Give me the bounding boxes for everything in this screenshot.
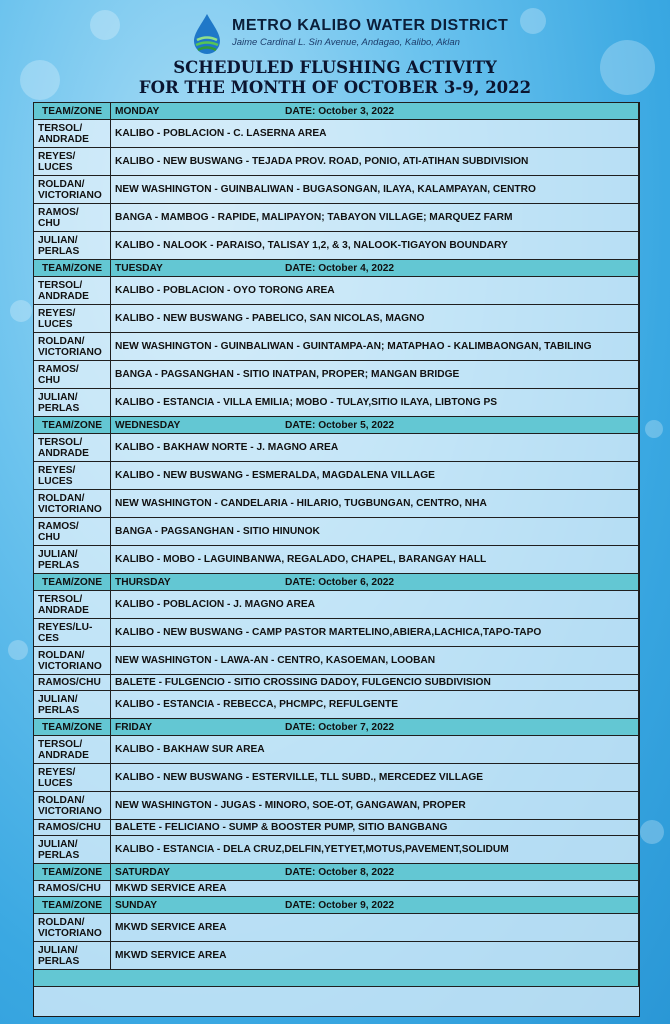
table-row [34,764,639,792]
area-cell: NEW WASHINGTON - CANDELARIA - HILARIO, TUGBUNGAN, CENTRO, NHA [111,490,639,518]
team-cell [34,120,111,148]
area-cell: KALIBO - MOBO - LAGUINBANWA, REGALADO, CHAPEL, BARANGAY HALL [111,546,639,574]
day-date: DATE: October 3, 2022 [285,105,395,117]
team-zone-header: TEAM/ZONE [34,864,111,881]
area-cell: KALIBO - NEW BUSWANG - PABELICO, SAN NICOLAS, MAGNO [111,305,639,333]
water-drop-logo-icon [192,13,222,55]
team-name-line: REYES/ [38,766,76,778]
team-name-line: JULIAN/ [38,838,78,850]
area-cell: KALIBO - ESTANCIA - VILLA EMILIA; MOBO - TULAY,SITIO ILAYA, LIBTONG PS [111,389,639,417]
team-zone-header: TEAM/ZONE [34,897,111,914]
team-name-line: CES [38,632,59,644]
team-name-line: LUCES [38,318,73,330]
table-row [34,881,639,897]
empty-footer-row [34,970,639,987]
area-cell: KALIBO - ESTANCIA - DELA CRUZ,DELFIN,YETYET,MOTUS,PAVEMENT,SOLIDUM [111,836,639,864]
team-name-line: ROLDAN/ [38,178,85,190]
flushing-schedule-table [33,102,639,987]
team-name-line: LUCES [38,475,73,487]
team-zone-header: TEAM/ZONE [34,574,111,591]
team-name-line: ANDRADE [38,133,89,145]
team-name-line: PERLAS [38,245,80,257]
document-subtitle: FOR THE MONTH OF OCTOBER 3-9, 2022 [138,78,532,97]
team-name-line: PERLAS [38,849,80,861]
team-name-line: PERLAS [38,402,80,414]
team-name-line: VICTORIANO [38,805,102,817]
team-cell [34,462,111,490]
team-cell [34,942,111,970]
team-cell [34,518,111,546]
day-date: DATE: October 9, 2022 [285,899,395,911]
table-row [34,942,639,970]
team-cell [34,691,111,719]
team-name-line: REYES/ [38,307,76,319]
team-zone-header: TEAM/ZONE [34,260,111,277]
table-row [34,232,639,260]
day-name: MONDAY [115,105,160,117]
organization-address: Jaime Cardinal L. Sin Avenue, Andagao, Kalibo, Aklan [232,37,460,48]
day-header-row [34,574,639,591]
team-name-line: TERSOL/ [38,738,83,750]
area-cell: NEW WASHINGTON - GUINBALIWAN - BUGASONGAN, ILAYA, KALAMPAYAN, CENTRO [111,176,639,204]
team-name-line: PERLAS [38,955,80,967]
table-row [34,518,639,546]
team-cell [34,333,111,361]
day-header-row [34,417,639,434]
team-name-line: VICTORIANO [38,346,102,358]
area-cell: NEW WASHINGTON - JUGAS - MINORO, SOE-OT, GANGAWAN, PROPER [111,792,639,820]
area-cell: BANGA - PAGSANGHAN - SITIO INATPAN, PROPER; MANGAN BRIDGE [111,361,639,389]
table-row [34,305,639,333]
team-name-line: ROLDAN/ [38,492,85,504]
table-row [34,736,639,764]
team-zone-header: TEAM/ZONE [34,103,111,120]
team-name-line: CHU [38,217,61,229]
team-name-line: ANDRADE [38,604,89,616]
team-name-line: REYES/ [38,150,76,162]
day-header-cell [111,260,639,277]
team-cell [34,647,111,675]
team-name-line: LUCES [38,777,73,789]
area-cell: BALETE - FELICIANO - SUMP & BOOSTER PUMP, SITIO BANGBANG [111,820,639,836]
team-name-line: JULIAN/ [38,693,78,705]
team-name-line: ROLDAN/ [38,794,85,806]
team-name-line: ROLDAN/ [38,916,85,928]
table-row [34,333,639,361]
team-name-line: VICTORIANO [38,660,102,672]
day-header-cell [111,574,639,591]
team-name-line: JULIAN/ [38,944,78,956]
area-cell: KALIBO - ESTANCIA - REBECCA, PHCMPC, REFULGENTE [111,691,639,719]
table-row [34,361,639,389]
area-cell: NEW WASHINGTON - GUINBALIWAN - GUINTAMPA-AN; MATAPHAO - KALIMBAONGAN, TABILING [111,333,639,361]
team-cell [34,675,111,691]
table-row [34,277,639,305]
team-cell [34,591,111,619]
team-cell [34,619,111,647]
team-cell [34,148,111,176]
day-name: WEDNESDAY [115,419,181,431]
team-cell [34,361,111,389]
team-name-line: JULIAN/ [38,548,78,560]
table-row [34,836,639,864]
team-name-line: JULIAN/ [38,391,78,403]
team-cell [34,490,111,518]
area-cell: KALIBO - NALOOK - PARAISO, TALISAY 1,2, & 3, NALOOK-TIGAYON BOUNDARY [111,232,639,260]
team-name-line: ANDRADE [38,749,89,761]
team-cell [34,546,111,574]
area-cell: KALIBO - POBLACION - OYO TORONG AREA [111,277,639,305]
table-row [34,647,639,675]
team-cell [34,277,111,305]
day-header-cell [111,864,639,881]
area-cell: NEW WASHINGTON - LAWA-AN - CENTRO, KASOEMAN, LOOBAN [111,647,639,675]
table-row [34,204,639,232]
team-name-line: ROLDAN/ [38,335,85,347]
table-row [34,434,639,462]
day-date: DATE: October 8, 2022 [285,866,395,878]
team-cell [34,204,111,232]
day-name: SUNDAY [115,899,158,911]
day-date: DATE: October 7, 2022 [285,721,395,733]
area-cell: KALIBO - POBLACION - J. MAGNO AREA [111,591,639,619]
table-row [34,389,639,417]
team-name-line: VICTORIANO [38,503,102,515]
team-name-line: TERSOL/ [38,279,83,291]
team-name-line: VICTORIANO [38,927,102,939]
day-header-row [34,103,639,120]
team-name-line: REYES/ [38,464,76,476]
team-name-line: ANDRADE [38,447,89,459]
team-name-line: TERSOL/ [38,436,83,448]
table-row [34,792,639,820]
day-header-row [34,864,639,881]
team-name-line: RAMOS/CHU [38,677,101,688]
team-cell [34,792,111,820]
team-name-line: LUCES [38,161,73,173]
day-date: DATE: October 5, 2022 [285,419,395,431]
table-row [34,914,639,942]
document-header [0,8,670,108]
day-date: DATE: October 6, 2022 [285,576,395,588]
area-cell: KALIBO - NEW BUSWANG - ESTERVILLE, TLL SUBD., MERCEDEZ VILLAGE [111,764,639,792]
area-cell: KALIBO - NEW BUSWANG - ESMERALDA, MAGDALENA VILLAGE [111,462,639,490]
area-cell: MKWD SERVICE AREA [111,942,639,970]
team-name-line: RAMOS/ [38,520,79,532]
team-name-line: RAMOS/ [38,206,79,218]
team-cell [34,736,111,764]
table-row [34,619,639,647]
team-cell [34,434,111,462]
day-name: SATURDAY [115,866,170,878]
area-cell: BANGA - PAGSANGHAN - SITIO HINUNOK [111,518,639,546]
team-name-line: ROLDAN/ [38,649,85,661]
area-cell: KALIBO - BAKHAW NORTE - J. MAGNO AREA [111,434,639,462]
area-cell: KALIBO - NEW BUSWANG - TEJADA PROV. ROAD, PONIO, ATI-ATIHAN SUBDIVISION [111,148,639,176]
table-row [34,490,639,518]
area-cell: MKWD SERVICE AREA [111,914,639,942]
team-name-line: PERLAS [38,704,80,716]
organization-name: METRO KALIBO WATER DISTRICT [232,17,509,34]
table-row [34,675,639,691]
team-zone-header: TEAM/ZONE [34,719,111,736]
day-header-row [34,897,639,914]
day-header-cell [111,897,639,914]
team-name-line: CHU [38,531,61,543]
team-name-line: PERLAS [38,559,80,571]
day-header-row [34,260,639,277]
day-name: FRIDAY [115,721,152,733]
team-zone-header: TEAM/ZONE [34,417,111,434]
table-row [34,820,639,836]
team-name-line: TERSOL/ [38,122,83,134]
day-header-cell [111,103,639,120]
team-name-line: REYES/LU- [38,621,93,633]
table-row [34,148,639,176]
team-name-line: ANDRADE [38,290,89,302]
team-name-line: RAMOS/CHU [38,883,101,894]
table-row [34,591,639,619]
table-row [34,691,639,719]
team-cell [34,836,111,864]
team-cell [34,881,111,897]
footer-cell [34,970,639,987]
team-name-line: TERSOL/ [38,593,83,605]
table-row [34,546,639,574]
table-row [34,120,639,148]
team-cell [34,232,111,260]
area-cell: KALIBO - POBLACION - C. LASERNA AREA [111,120,639,148]
team-cell [34,764,111,792]
area-cell: MKWD SERVICE AREA [111,881,639,897]
day-header-cell [111,719,639,736]
area-cell: BANGA - MAMBOG - RAPIDE, MALIPAYON; TABAYON VILLAGE; MARQUEZ FARM [111,204,639,232]
document-title: SCHEDULED FLUSHING ACTIVITY [173,58,497,77]
day-header-cell [111,417,639,434]
day-header-row [34,719,639,736]
team-cell [34,914,111,942]
team-name-line: VICTORIANO [38,189,102,201]
team-cell [34,389,111,417]
day-name: TUESDAY [115,262,163,274]
team-name-line: RAMOS/CHU [38,822,101,833]
team-name-line: CHU [38,374,61,386]
area-cell: KALIBO - NEW BUSWANG - CAMP PASTOR MARTELINO,ABIERA,LACHICA,TAPO-TAPO [111,619,639,647]
day-name: THURSDAY [115,576,171,588]
table-row [34,176,639,204]
team-cell [34,176,111,204]
area-cell: BALETE - FULGENCIO - SITIO CROSSING DADOY, FULGENCIO SUBDIVISION [111,675,639,691]
team-name-line: JULIAN/ [38,234,78,246]
area-cell: KALIBO - BAKHAW SUR AREA [111,736,639,764]
table-row [34,462,639,490]
team-cell [34,305,111,333]
team-name-line: RAMOS/ [38,363,79,375]
day-date: DATE: October 4, 2022 [285,262,395,274]
team-cell [34,820,111,836]
